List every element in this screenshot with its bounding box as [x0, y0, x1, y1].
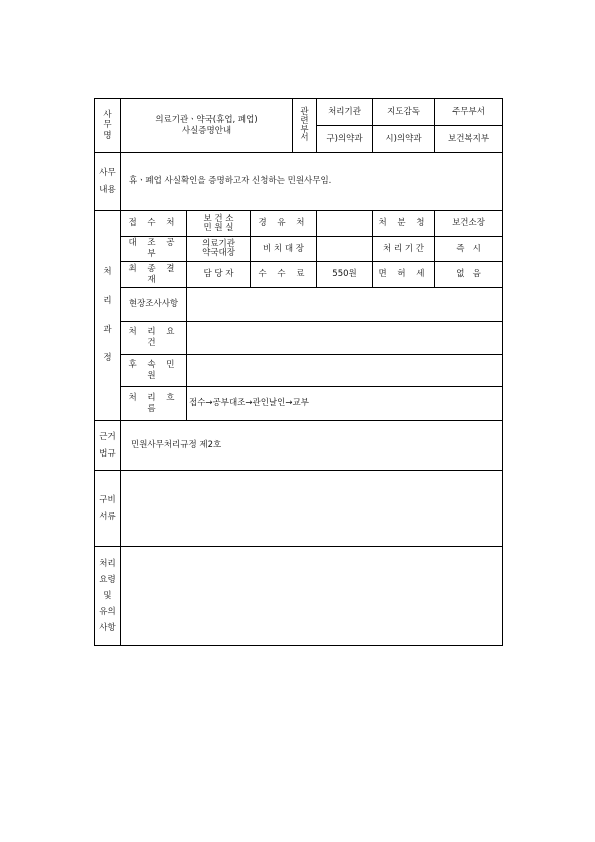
- decision-authority-label: 처 분 청: [373, 211, 435, 237]
- fee-label: 수 수 료: [251, 262, 317, 288]
- ledger-label: 대 조 공 부: [121, 237, 187, 262]
- processing-agency-value: 구)의약과: [317, 126, 373, 153]
- process-flow-value: 접수→공부대조→관인날인→교부: [187, 387, 503, 421]
- processing-period-label: 처 리 기 간: [373, 237, 435, 262]
- followup-value: [187, 355, 503, 387]
- required-documents-text: [121, 471, 503, 547]
- fee-value: 550원: [317, 262, 373, 288]
- processing-notes-label: 처리 요령 및 유의 사항: [95, 547, 121, 646]
- competent-dept-value: 보건복지부: [435, 126, 503, 153]
- reception-value: 보 건 소 민 원 실: [187, 211, 251, 237]
- onsite-survey-label: 현장조사사항: [121, 288, 187, 322]
- license-tax-label: 면 허 세: [373, 262, 435, 288]
- route-label: 경 유 처: [251, 211, 317, 237]
- required-documents-label: 구비 서류: [95, 471, 121, 547]
- title-line-1: 의료기관ㆍ약국(휴업, 폐업): [155, 114, 258, 125]
- legal-basis-label: 근거 법규: [95, 421, 121, 471]
- reception-label: 접 수 처: [121, 211, 187, 237]
- processing-agency-header: 처리기관: [317, 99, 373, 126]
- processing-period-value: 즉 시: [435, 237, 503, 262]
- processing-notes-text: [121, 547, 503, 646]
- kept-ledger-value: [317, 237, 373, 262]
- decision-authority-value: 보건소장: [435, 211, 503, 237]
- final-approval-value: 담 당 자: [187, 262, 251, 288]
- kept-ledger-label: 비 치 대 장: [251, 237, 317, 262]
- civil-affairs-guide-form: [94, 98, 503, 646]
- onsite-survey-value: [187, 288, 503, 322]
- process-flow-label: 처 리 흐 름: [121, 387, 187, 421]
- supervision-value: 시)의약과: [373, 126, 435, 153]
- requirements-label: 처 리 요 건: [121, 322, 187, 355]
- related-dept-label: 관련부서: [293, 99, 317, 153]
- process-label: 처 리 과 정: [95, 211, 121, 421]
- supervision-header: 지도감독: [373, 99, 435, 126]
- task-name-label: 사 무 명: [95, 99, 121, 153]
- followup-label: 후 속 민 원: [121, 355, 187, 387]
- route-value: [317, 211, 373, 237]
- task-content-label: 사무 내용: [95, 153, 121, 211]
- license-tax-value: 없 음: [435, 262, 503, 288]
- final-approval-label: 최 종 결 재: [121, 262, 187, 288]
- task-content-text: 휴ㆍ폐업 사실확인을 증명하고자 신청하는 민원사무임.: [121, 153, 503, 211]
- ledger-value: 의료기관 약국대장: [187, 237, 251, 262]
- requirements-value: [187, 322, 503, 355]
- page-title: [121, 99, 293, 153]
- title-line-2: 사실증명안내: [181, 125, 232, 136]
- legal-basis-text: 민원사무처리규정 제2호: [121, 421, 503, 471]
- competent-dept-header: 주무부서: [435, 99, 503, 126]
